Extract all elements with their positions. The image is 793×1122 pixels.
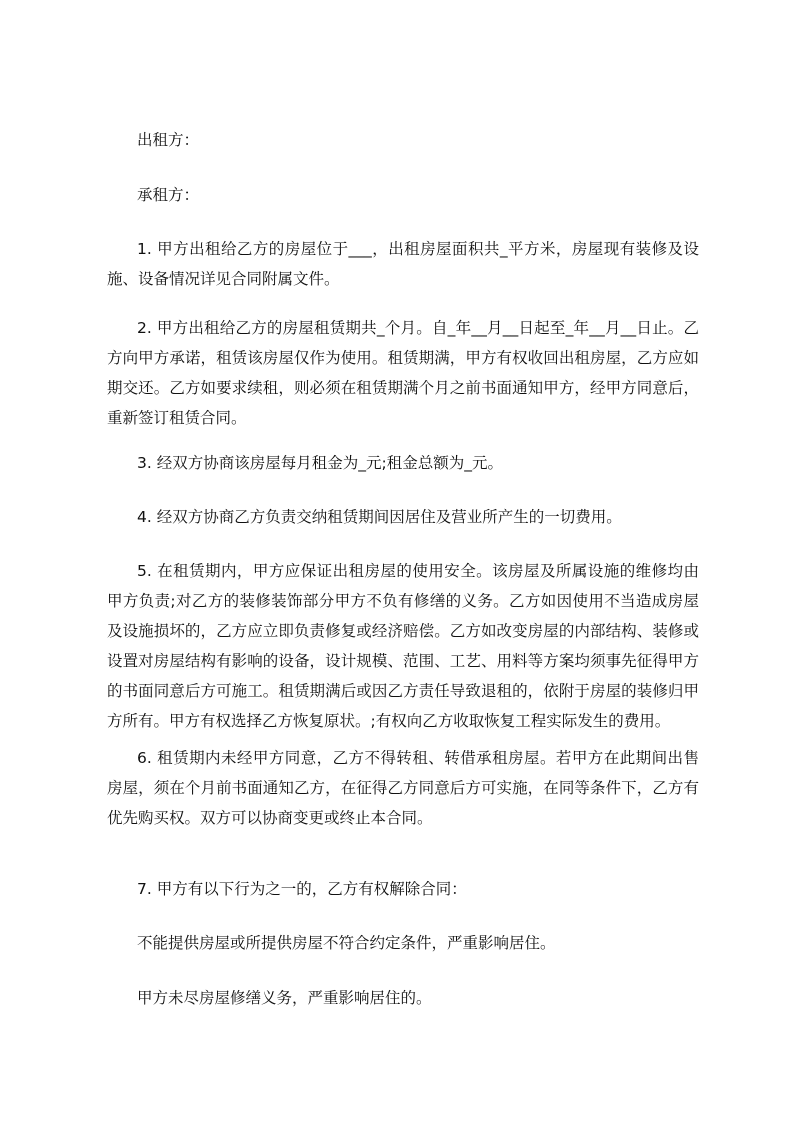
clause-6: 6. 租赁期内未经甲方同意，乙方不得转租、转借承租房屋。若甲方在此期间出售房屋，须在个月前书面通知乙方，在征得乙方同意后方可实施，在同等条件下，乙方有优先购买权。双方可以协商变更或终止本合同。 [107, 749, 699, 827]
clause-7: 7. 甲方有以下行为之一的，乙方有权解除合同： [137, 880, 467, 898]
lessee-label: 承租方： [137, 186, 200, 204]
clause-5: 5. 在租赁期内，甲方应保证出租房屋的使用安全。该房屋及所属设施的维修均由甲方负责;对乙方的装修装饰部分甲方不负有修缮的义务。乙方如因使用不当造成房屋及设施损坏的，乙方应立即负责修复或经济赔偿。乙方如改变房屋的内部结构、装修或设置对房屋结构有影响的设备，设计规模、范围、工艺、用料等方案均须事先征得甲方的书面同意后方可施工。租赁期满后或因乙方责任导致退租的，依附于房屋的装修归甲方所有。甲方有权选择乙方恢复原状。;有权向乙方收取恢复工程实际发生的费用。 [107, 562, 699, 730]
clause-2: 2. 甲方出租给乙方的房屋租赁期共_个月。自_年__月__日起至_年__月__日止。乙方向甲方承诺，租赁该房屋仅作为使用。租赁期满，甲方有权收回出租房屋，乙方应如期交还。乙方如要求续租，则必须在租赁期满个月之前书面通知甲方，经甲方同意后，重新签订租赁合同。 [107, 319, 699, 427]
lessor-label: 出租方： [137, 131, 200, 149]
sub-item-1: 不能提供房屋或所提供房屋不符合约定条件，严重影响居住。 [137, 934, 556, 952]
clause-1: 1. 甲方出租给乙方的房屋位于___，出租房屋面积共_平方米，房屋现有装修及设施、设备情况详见合同附属文件。 [107, 240, 699, 288]
clause-4: 4. 经双方协商乙方负责交纳租赁期间因居住及营业所产生的一切费用。 [137, 508, 622, 526]
clause-3: 3. 经双方协商该房屋每月租金为_元;租金总额为_元。 [137, 454, 503, 472]
sub-item-2: 甲方未尽房屋修缮义务，严重影响居住的。 [137, 989, 432, 1007]
